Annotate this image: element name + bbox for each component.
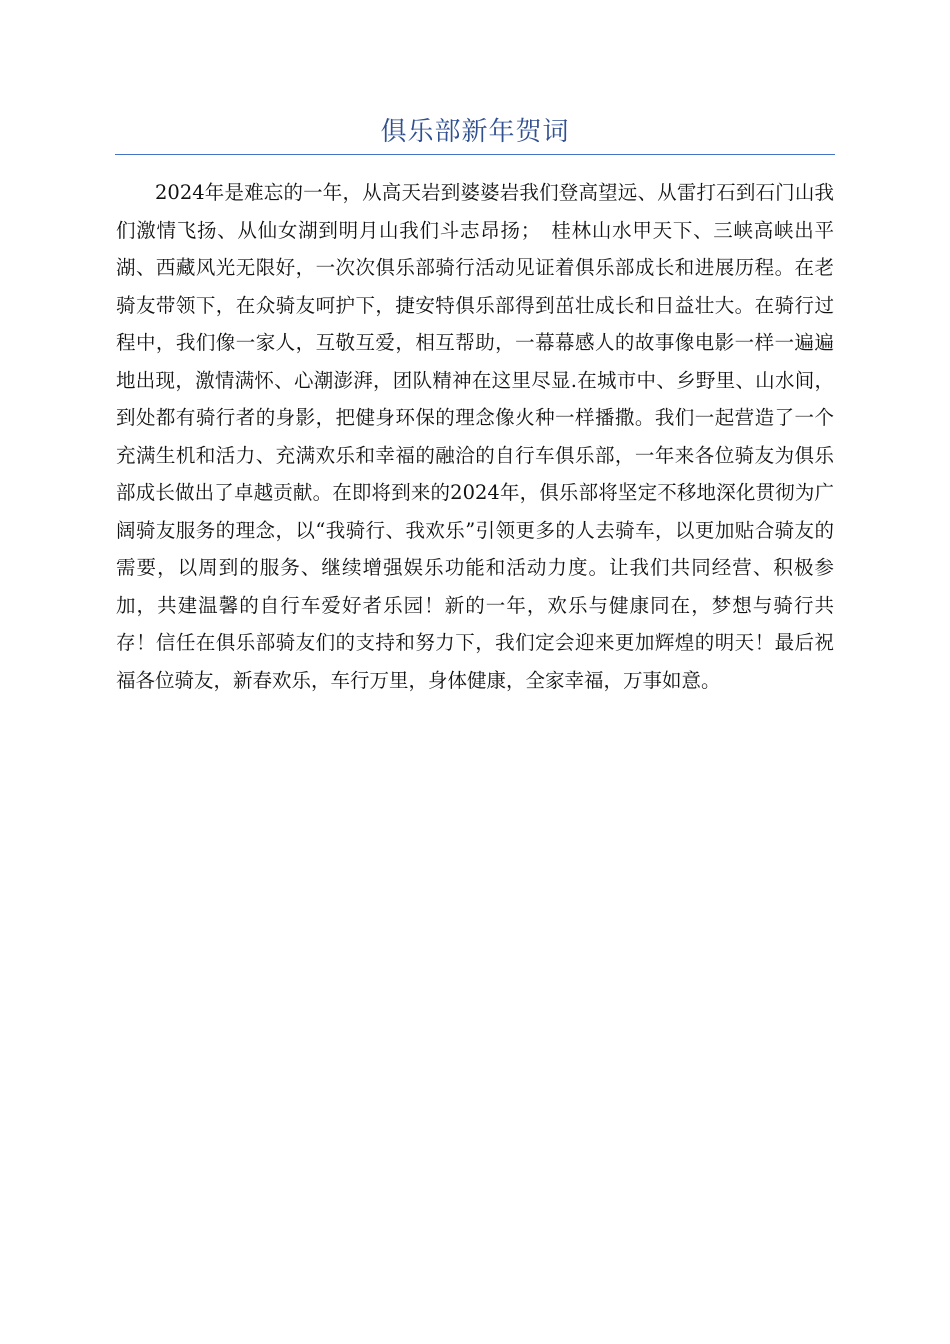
- document-title: 俱乐部新年贺词: [380, 117, 570, 147]
- body-paragraph: 2024年是难忘的一年，从高天岩到婆婆岩我们登高望远、从雷打石到石门山我们激情飞扬、从仙女湖到明月山我们斗志昂扬； 桂林山水甲天下、三峡高峡出平湖、西藏风光无限好，一次次俱乐部骑行活动见证着俱乐部成长和进展历程。在老骑友带领下，在众骑友呵护下，捷安特俱乐部得到茁壮成长和日益壮大。在骑行过程中，我们像一家人，互敬互爱，相互帮助，一幕幕感人的故事像电影一样一遍遍地出现，激情满怀、心潮澎湃，团队精神在这里尽显.在城市中、乡野里、山水间，到处都有骑行者的身影，把健身环保的理念像火种一样播撒。我们一起营造了一个充满生机和活力、充满欢乐和幸福的融洽的自行车俱乐部，一年来各位骑友为俱乐部成长做出了卓越贡献。在即将到来的2024年，俱乐部将坚定不移地深化贯彻为广阔骑友服务的理念，以“我骑行、我欢乐”引领更多的人去骑车，以更加贴合骑友的需要，以周到的服务、继续增强娱乐功能和活动力度。让我们共同经营、积极参加，共建温馨的自行车爱好者乐园！新的一年，欢乐与健康同在，梦想与骑行共存！信任在俱乐部骑友们的支持和努力下，我们定会迎来更加辉煌的明天！最后祝福各位骑友，新春欢乐，车行万里，身体健康，全家幸福，万事如意。: [116, 181, 834, 692]
- title-underline: [115, 154, 835, 155]
